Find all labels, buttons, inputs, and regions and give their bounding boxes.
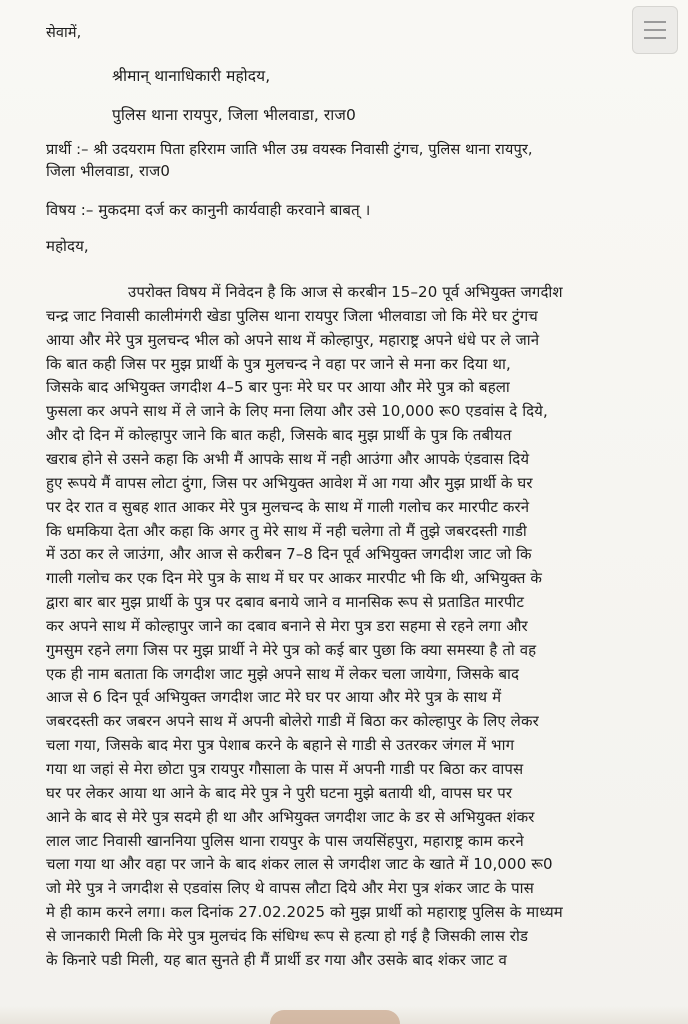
- body-line: घर पर लेकर आया था आने के बाद मेरे पुत्र ने पुरी घटना मुझे बतायी थी, वापस घर पर: [46, 783, 513, 802]
- body-line: चन्द्र जाट निवासी कालीमंगरी खेडा पुलिस थाना रायपुर जिला भीलवाडा जो कि मेरे घर टुंगच: [46, 306, 538, 325]
- subject-line: विषय :– मुकदमा दर्ज कर कानुनी कार्यवाही करवाने बाबत् ।: [46, 201, 371, 219]
- body-line: जो मेरे पुत्र ने जगदीश से एडवांस लिए थे वापस लौटा दिये और मेरा पुत्र शंकर जाट के पास: [46, 879, 534, 898]
- applicant-line-1: प्रार्थी :– श्री उदयराम पिता हरिराम जाति भील उम्र वयस्क निवासी टुंगच, पुलिस थाना रायपुर,: [46, 141, 533, 158]
- finger-shadow: [270, 1010, 400, 1024]
- body-line: द्वारा बार बार मुझ प्रार्थी के पुत्र पर दबाव बनाये जाने व मानसिक रूप से प्रताडित मारपीट: [46, 593, 525, 612]
- body-line: लाल जाट निवासी खाननिया पुलिस थाना रायपुर के पास जयसिंहपुरा, महाराष्ट्र काम करने: [46, 831, 524, 850]
- body-line: चला गया, जिसके बाद मेरा पुत्र पेशाब करने के बहाने से गाडी से उतरकर जंगल में भाग: [46, 736, 515, 755]
- body-line: गाली गलोच कर एक दिन मेरे पुत्र के साथ में घर पर आकर मारपीट भी कि थी, अभियुक्त के: [46, 569, 543, 588]
- body-line: हुए रूपये मैं वापस लोटा दुंगा, जिस पर अभियुक्त आवेश में आ गया और मुझ प्रार्थी के घर: [46, 473, 533, 492]
- body-line: जिसके बाद अभियुक्त जगदीश 4–5 बार पुनः मेरे घर पर आया और मेरे पुत्र को बहला: [46, 378, 510, 397]
- body-line: आया और मेरे पुत्र मुलचन्द भील को अपने साथ में कोल्हापुर, महाराष्ट्र अपने धंधे पर ले जाने: [46, 330, 540, 349]
- body-line: और दो दिन में कोल्हापुर जाने कि बात कही, जिसके बाद मुझ प्रार्थी के पुत्र कि तबीयत: [46, 426, 512, 445]
- body-line: गुमसुम रहने लगा जिस पर मुझ प्रार्थी ने मेरे पुत्र को कई बार पुछा कि क्या समस्या है तो वह: [46, 640, 537, 659]
- body-line: चला गया था और वहा पर जाने के बाद शंकर लाल से जगदीश जाट के खाते में 10,000 रू0: [46, 855, 553, 874]
- body-line: आज से 6 दिन पूर्व अभियुक्त जगदीश जाट मेरे घर पर आया और मेरे पुत्र के साथ में: [46, 688, 502, 707]
- body-line: फुसला कर अपने साथ में ले जाने के लिए मना लिया और उसे 10,000 रू0 एडवांस दे दिये,: [46, 402, 548, 421]
- body-line: पर देर रात व सुबह शात आकर मेरे पुत्र मुलचन्द के साथ में गाली गलोच कर मारपीट करने: [46, 497, 530, 516]
- hamburger-menu-icon[interactable]: [632, 6, 678, 54]
- applicant-line-2: जिला भीलवाडा, राज0: [46, 162, 171, 180]
- greeting: महोदय,: [46, 237, 89, 255]
- body-line: उपरोक्त विषय में निवेदन है कि आज से करबीन 15–20 पूर्व अभियुक्त जगदीश: [128, 283, 563, 301]
- body-line: कि बात कही जिस पर मुझ प्रार्थी के पुत्र मुलचन्द ने वहा पर जाने से मना कर दिया था,: [46, 354, 511, 373]
- body-line: से जानकारी मिली कि मेरे पुत्र मुलचंद कि संधिग्ध रूप से हत्या हो गई है जिसकी लास रोड: [46, 926, 529, 945]
- body-line: जबरदस्ती कर जबरन अपने साथ में अपनी बोलेरो गाडी में बिठा कर कोल्हापुर के लिए लेकर: [46, 712, 539, 731]
- body-line: कर अपने साथ में कोल्हापुर जाने का दबाव बनाने से मेरा पुत्र डरा सहमा से रहने लगा और: [46, 616, 528, 635]
- police-station-address: पुलिस थाना रायपुर, जिला भीलवाडा, राज0: [112, 106, 356, 124]
- body-line: मे ही काम करने लगा। कल दिनांक 27.02.2025 को मुझ प्रार्थी को महाराष्ट्र पुलिस के माध्यम: [46, 903, 563, 922]
- addressee: श्रीमान् थानाधिकारी महोदय,: [112, 67, 271, 85]
- body-line: खराब होने से उसने कहा कि अभी मैं आपके साथ में नही आउंगा और आपके एंडवास दिये: [46, 449, 530, 468]
- body-line: कि धमकिया देता और कहा कि अगर तु मेरे साथ में नही चलेगा तो मैं तुझे जबरदस्ती गाडी: [46, 521, 527, 540]
- body-line: के किनारे पडी मिली, यह बात सुनते ही मैं प्रार्थी डर गया और उसके बाद शंकर जाट व: [46, 950, 507, 969]
- body-line: गया था जहां से मेरा छोटा पुत्र रायपुर गौसाला के पास में अपनी गाडी पर बिठा कर वापस: [46, 760, 524, 778]
- salutation: सेवामें,: [46, 25, 82, 41]
- body-line: आने के बाद से मेरे पुत्र सदमे ही था और अभियुक्त जगदीश जाट के डर से अभियुक्त शंकर: [46, 807, 535, 826]
- body-line: एक ही नाम बताता कि जगदीश जाट मुझे अपने साथ में लेकर चला जायेगा, जिसके बाद: [46, 664, 520, 683]
- body-line: में उठा कर ले जाउंगा, और आज से करीबन 7–8 दिन पूर्व अभियुक्त जगदीश जाट जो कि: [46, 545, 532, 564]
